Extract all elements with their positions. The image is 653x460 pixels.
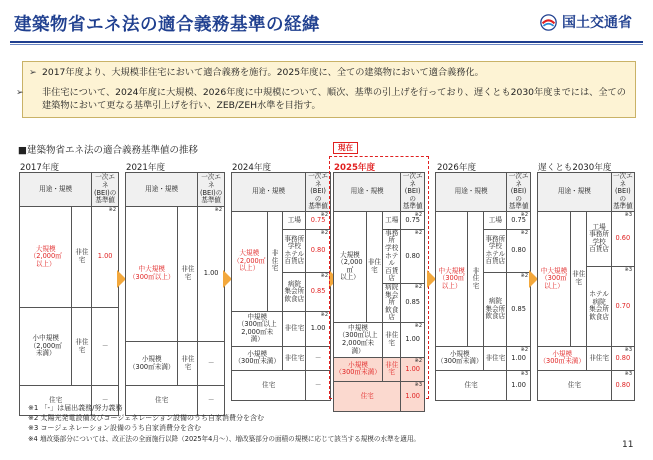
cell-non-res: 非住宅 xyxy=(366,211,382,322)
cell-non-res: 非住宅 xyxy=(267,211,283,311)
footnote-marker: ※3 xyxy=(414,381,422,388)
cell-use-hotel: ホテル 病院 集会所 飲食店 xyxy=(587,266,611,346)
year-label: 2024年度 xyxy=(232,163,272,173)
cell-non-res: 非住宅 xyxy=(570,211,586,346)
year-label: 2017年度 xyxy=(20,163,60,173)
bei-value: 1.00 xyxy=(405,364,420,373)
cell-non-res: 非住宅 xyxy=(178,207,198,342)
footnote: ※4 増改築部分については、改正法の全面施行以降（2025年4月～）、増改築部分の面積の規模に応じて該当する規模の水準を適用。 xyxy=(28,435,421,443)
footnote: ※2 太陽光発電設備及びコージェネレーション設備のうち自家消費分を含む xyxy=(28,414,264,422)
cell-non-res: 非住宅 xyxy=(468,211,484,346)
row-residence: 住宅 xyxy=(538,370,612,400)
cell-bei-value: － xyxy=(198,342,225,386)
cell-bei-value xyxy=(611,266,634,346)
cell-bei-value xyxy=(507,370,531,400)
cell-use-factory: 工場 xyxy=(383,211,401,229)
cell-non-res: 非住宅 xyxy=(383,357,401,381)
header-bei: 一次エネ (BEI)の 基準値 xyxy=(612,172,633,211)
cell-use-factory: 工場 事務所 学校 百貨店 xyxy=(587,211,611,266)
footnote-marker: ※2 xyxy=(414,229,422,236)
cell-bei-value xyxy=(401,322,425,357)
bei-value: 0.85 xyxy=(405,298,420,307)
header-use-scale: 用途・規模 xyxy=(334,173,401,212)
row-large: 大規模 （2,000㎡ 以上） xyxy=(334,211,367,322)
bullet-arrow-icon: ➢ xyxy=(16,87,24,98)
row-small: 小規模 （300㎡未満） xyxy=(232,346,283,370)
notice-bullet: ➢ 非住宅について、2024年度に大規模、2026年度に中規模について、順次、基準の引上げを行っており、遅くとも2030年度までには、全ての建築物において更なる基準引上げを行い、ZEB/ZEH水準を目指す。 xyxy=(16,87,626,111)
footnote-marker: ※3 xyxy=(624,370,632,377)
footnote-marker: ※2 xyxy=(520,346,528,353)
cell-use-office: 事務所 学校 ホテル 百貨店 xyxy=(383,229,401,283)
bei-value: 0.85 xyxy=(310,287,326,296)
row-large: 大規模 （2,000㎡ 以上） xyxy=(232,211,268,311)
footnote-marker: ※3 xyxy=(624,211,632,218)
table-2017 xyxy=(19,172,119,416)
cell-bei-value xyxy=(611,346,634,370)
header-bei: 一次エネ (BEI)の 基準値 xyxy=(402,172,423,211)
row-residence: 住宅 xyxy=(436,370,507,400)
row-residence: 住宅 xyxy=(20,386,92,416)
cell-non-res: 非住宅 xyxy=(72,308,92,386)
cell-bei-value xyxy=(401,357,425,381)
year-label: 遅くとも2030年度 xyxy=(538,163,612,173)
cell-use-office: 事務所 学校 ホテル 百貨店 xyxy=(484,229,507,272)
bei-value: 0.60 xyxy=(615,234,631,243)
footnote-marker: ※2 xyxy=(414,283,422,290)
page-title: 建築物省エネ法の適合義務基準の経緯 xyxy=(14,15,320,35)
cell-bei-value xyxy=(507,346,531,370)
cell-bei-value xyxy=(507,229,531,272)
table-2021 xyxy=(125,172,225,416)
bei-value: 0.80 xyxy=(511,246,526,255)
cell-use-factory: 工場 xyxy=(283,211,306,229)
table-2026 xyxy=(435,172,531,401)
cell-use-hospital: 病院 集会所 飲食店 xyxy=(283,272,306,311)
cell-bei-value xyxy=(507,211,531,229)
title-underline xyxy=(10,41,643,43)
ministry-name: 国土交通省 xyxy=(562,15,632,31)
cell-bei-value: － xyxy=(306,370,331,400)
cell-bei-value xyxy=(507,272,531,346)
bei-value: 0.80 xyxy=(310,246,326,255)
footnote-marker: ※3 xyxy=(624,346,632,353)
cell-non-res: 非住宅 xyxy=(178,342,198,386)
header-use-scale: 用途・規模 xyxy=(436,173,507,212)
bei-value: 1.00 xyxy=(97,252,113,261)
cell-non-res: 非住宅 xyxy=(587,346,611,370)
header-use-scale: 用途・規模 xyxy=(20,173,92,207)
ministry-logo xyxy=(540,12,632,32)
row-mid-large: 中大規模 （300㎡以上） xyxy=(126,207,178,342)
header-use-scale: 用途・規模 xyxy=(126,173,198,207)
cell-bei-value xyxy=(306,311,331,346)
cell-non-res: 非住宅 xyxy=(283,311,306,346)
bei-value: 0.80 xyxy=(405,251,420,260)
bei-value: 0.80 xyxy=(615,353,631,362)
bei-value: 0.70 xyxy=(615,301,631,310)
notice-box xyxy=(16,61,636,118)
bei-value: 1.00 xyxy=(405,391,420,400)
title-underline-thin xyxy=(10,44,643,45)
bei-value: 0.80 xyxy=(615,380,631,389)
cell-bei-value xyxy=(401,283,425,322)
footnote-marker: ※2 xyxy=(520,229,528,236)
footnote-marker: ※2 xyxy=(320,311,328,318)
footnote-marker: ※2 xyxy=(414,357,422,364)
cell-bei-value xyxy=(401,381,425,411)
cell-non-res: 非住宅 xyxy=(383,322,401,357)
year-label-current: 2025年度 xyxy=(334,163,376,173)
row-residence: 住宅 xyxy=(126,386,198,416)
bei-value: 0.75 xyxy=(405,215,420,224)
cell-use-hospital: 病院 集会所 飲食店 xyxy=(484,272,507,346)
bei-value: 1.00 xyxy=(405,335,420,344)
year-label: 2021年度 xyxy=(126,163,166,173)
bei-value: 1.00 xyxy=(511,380,526,389)
now-badge: 現在 xyxy=(333,142,358,154)
bei-value: 1.00 xyxy=(203,269,219,278)
bei-value: 1.00 xyxy=(511,353,526,362)
cell-non-res: 非住宅 xyxy=(283,346,306,370)
header-bei: 一次エネ (BEI)の 基準値 xyxy=(508,172,529,211)
year-label: 2026年度 xyxy=(437,163,477,173)
mlit-emblem-icon xyxy=(540,14,557,31)
header-use-scale: 用途・規模 xyxy=(538,173,612,212)
footnote-marker: ※2 xyxy=(320,229,328,236)
cell-non-res: 非住宅 xyxy=(72,207,92,308)
row-residence: 住宅 xyxy=(334,381,401,411)
footnote: ※3 コージェネレーション設備のうち自家消費分を含む xyxy=(28,424,201,432)
row-residence: 住宅 xyxy=(232,370,306,400)
bei-value: 0.75 xyxy=(310,215,326,224)
row-small: 小規模 （300㎡未満） xyxy=(538,346,587,370)
table-2025 xyxy=(333,172,425,412)
cell-bei-value: － xyxy=(92,308,119,386)
table-2024 xyxy=(231,172,331,401)
cell-bei-value xyxy=(401,229,425,283)
cell-bei-value xyxy=(306,211,331,229)
header-bei: 一次エネ (BEI)の 基準値 xyxy=(198,173,225,207)
cell-use-office: 事務所 学校 ホテル 百貨店 xyxy=(283,229,306,272)
footnote-marker: ※2 xyxy=(214,207,222,213)
row-small: 小規模 （300㎡未満） xyxy=(334,357,383,381)
cell-bei-value: － xyxy=(92,386,119,416)
cell-bei-value xyxy=(198,207,225,342)
row-mid: 中規模 （300㎡以上 2,000㎡未 満） xyxy=(334,322,383,357)
row-mid-large: 中大規模 （300㎡以上） xyxy=(436,211,468,346)
notice-bullet: ➢ 2017年度より、大規模非住宅において適合義務を施行。2025年度に、全ての建築物において適合義務化。 xyxy=(29,67,484,78)
cell-bei-value xyxy=(401,211,425,229)
page-number: 11 xyxy=(622,440,634,450)
footnote-marker: ※3 xyxy=(624,266,632,273)
footnote-marker: ※3 xyxy=(520,370,528,377)
section-title: ■建築物省エネ法の適合義務基準値の推移 xyxy=(18,145,198,156)
row-large: 大規模 （2,000㎡ 以上） xyxy=(20,207,72,308)
cell-bei-value xyxy=(306,272,331,311)
table-2030 xyxy=(537,172,635,401)
bullet-arrow-icon: ➢ xyxy=(29,67,37,78)
bei-value: 1.00 xyxy=(310,324,326,333)
footnote-marker: ※2 xyxy=(320,272,328,279)
cell-bei-value xyxy=(92,207,119,308)
footnote: ※1 「-」は届出義務/努力義務 xyxy=(28,404,123,412)
footnote-marker: ※2 xyxy=(320,211,328,218)
cell-bei-value xyxy=(306,229,331,272)
cell-non-res: 非住宅 xyxy=(484,346,507,370)
cell-bei-value xyxy=(611,370,634,400)
row-small: 小規模 （300㎡未満） xyxy=(126,342,178,386)
header-bei: 一次エネ (BEI)の 基準値 xyxy=(306,173,331,212)
cell-bei-value: － xyxy=(306,346,331,370)
cell-bei-value xyxy=(611,211,634,266)
footnote-marker: ※2 xyxy=(414,322,422,329)
footnote-marker: ※2 xyxy=(414,211,422,218)
bei-value: 0.85 xyxy=(511,304,526,313)
header-bei: 一次エネ (BEI)の 基準値 xyxy=(92,173,119,207)
row-mid-large: 中大規模 （300㎡以上） xyxy=(538,211,571,346)
cell-bei-value: － xyxy=(198,386,225,416)
footnote-marker: ※2 xyxy=(108,207,116,213)
cell-use-factory: 工場 xyxy=(484,211,507,229)
row-small: 小規模 （300㎡未満） xyxy=(436,346,484,370)
cell-use-hospital: 病院 集会所 飲食店 xyxy=(383,283,401,322)
footnote-marker: ※2 xyxy=(520,211,528,218)
row-mid: 中規模 （300㎡以上 2,000㎡未 満） xyxy=(232,311,283,346)
bei-value: 0.75 xyxy=(511,215,526,224)
footnote-marker: ※2 xyxy=(520,272,528,279)
header-use-scale: 用途・規模 xyxy=(232,173,306,212)
row-small-mid: 小中規模 （2,000㎡ 未満） xyxy=(20,308,72,386)
